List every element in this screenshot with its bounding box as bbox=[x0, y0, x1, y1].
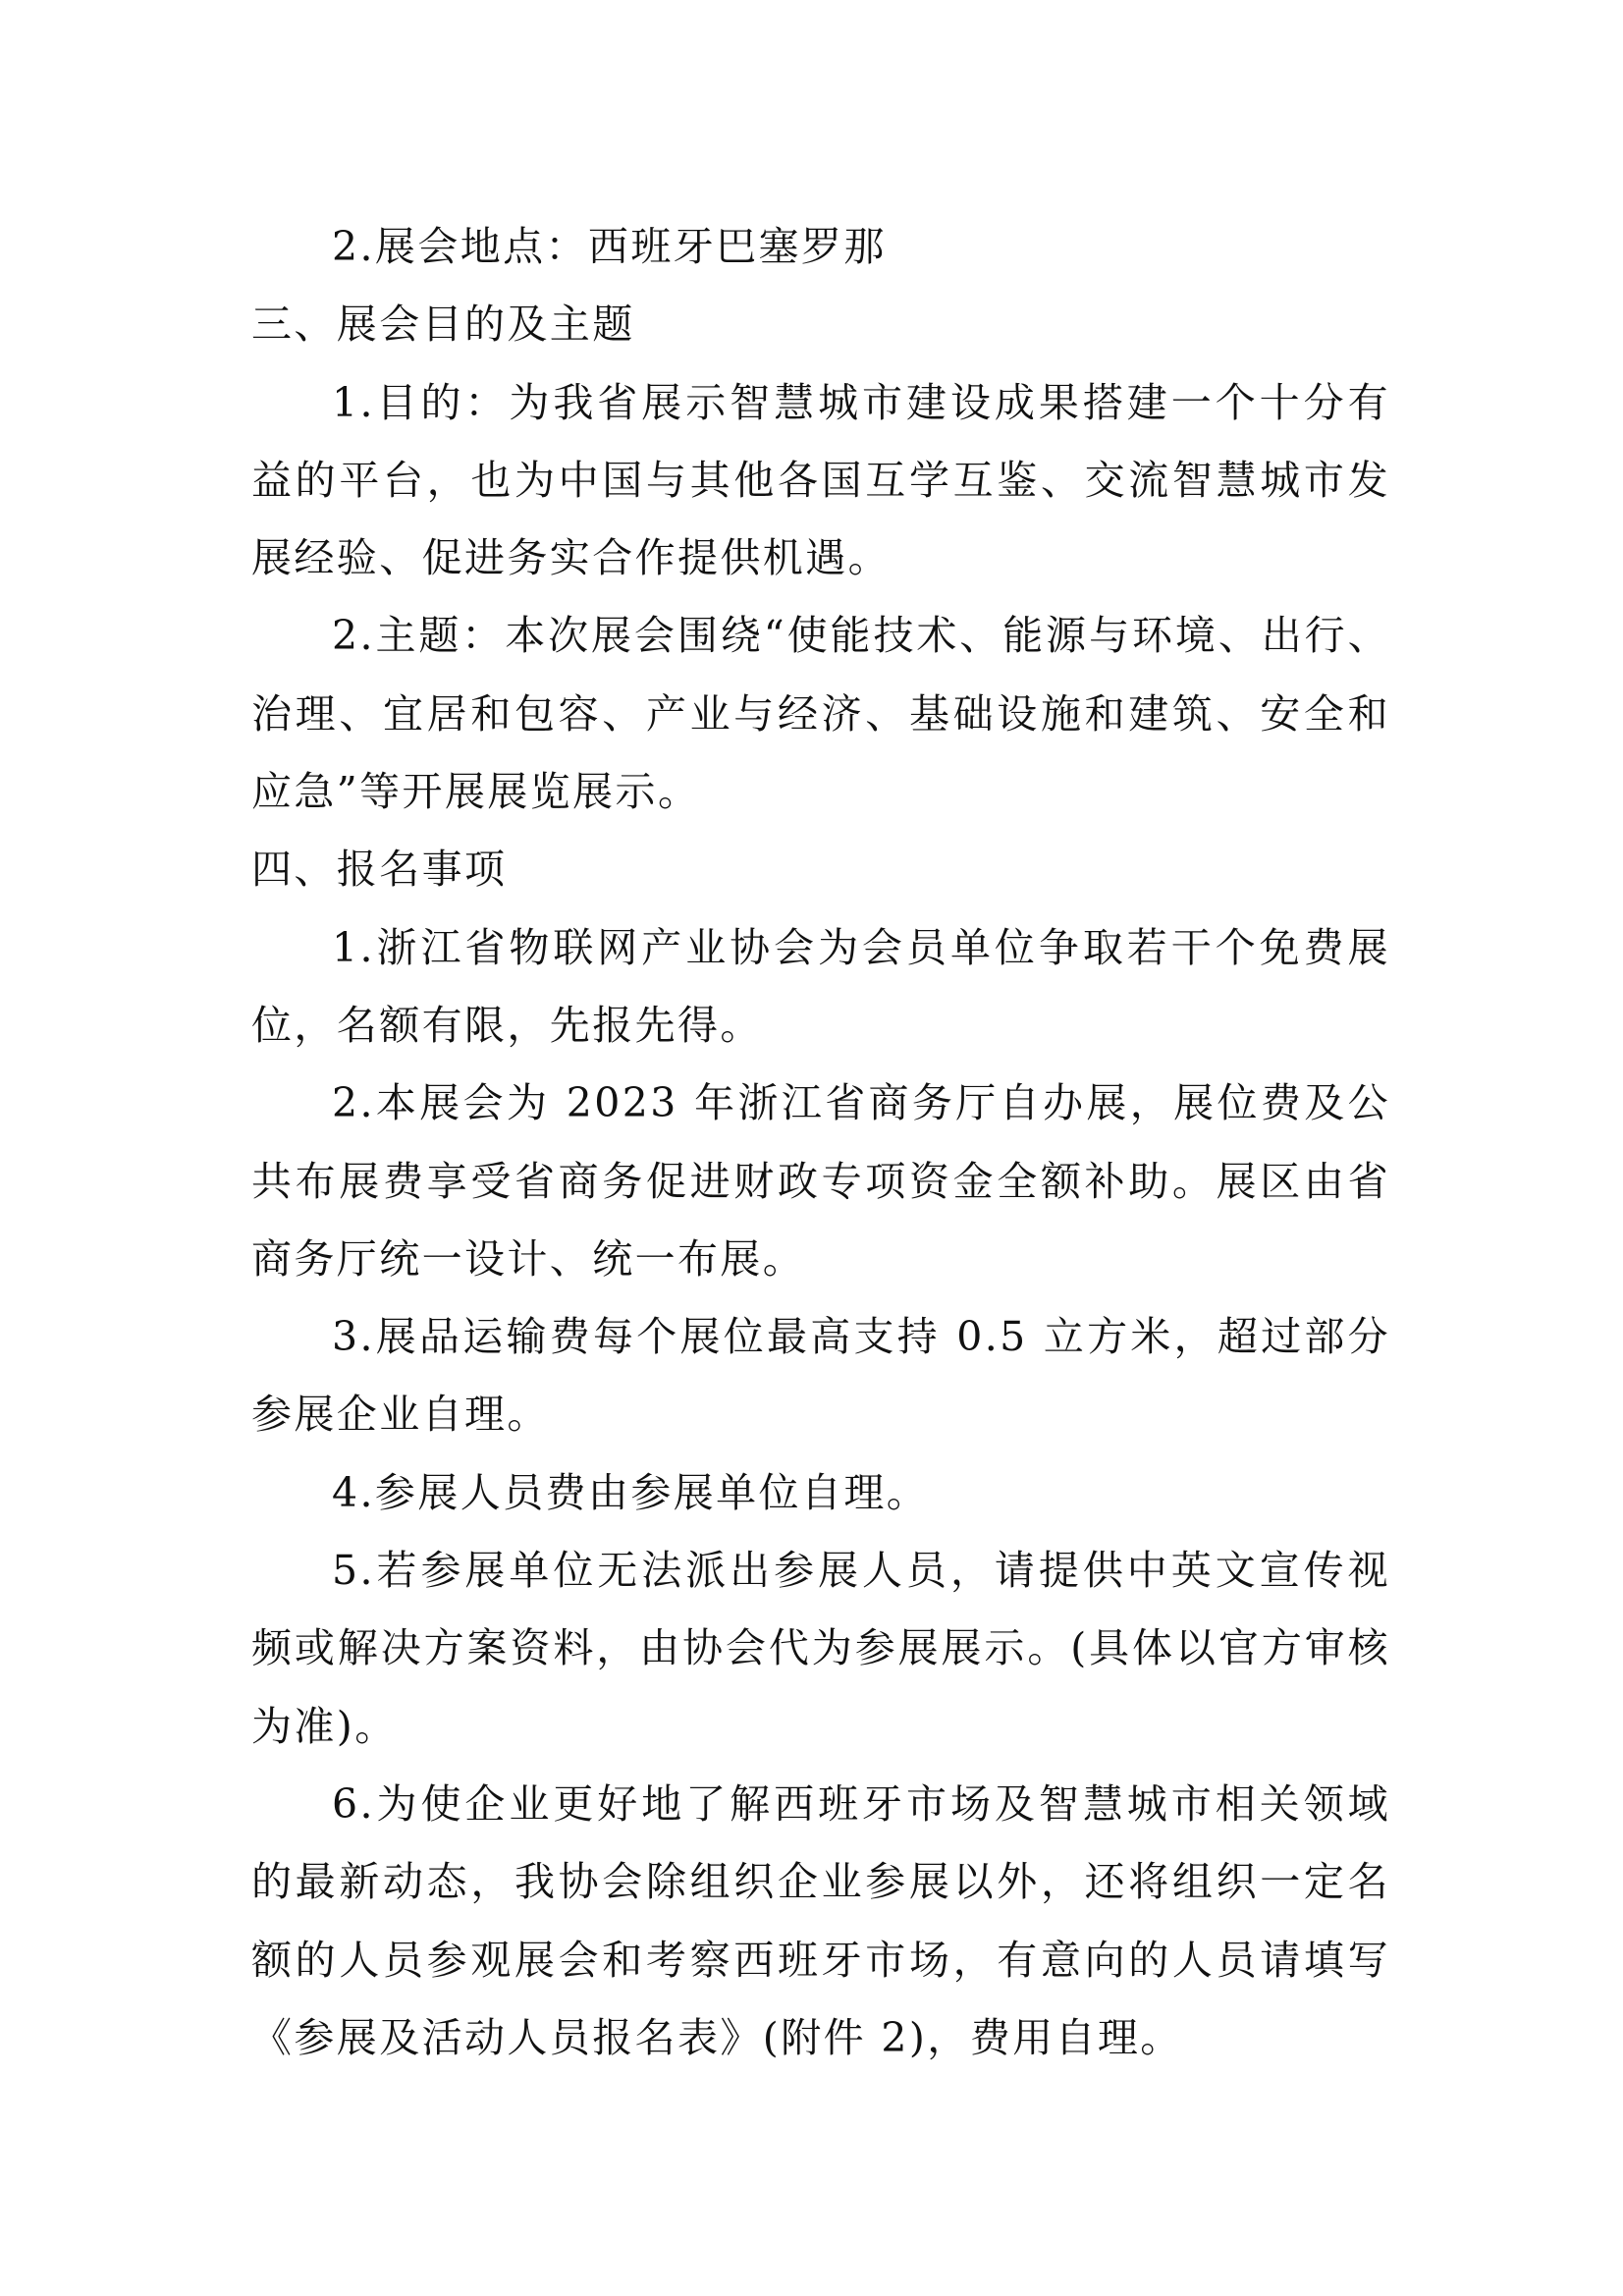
registration-item-1: 1.浙江省物联网产业协会为会员单位争取若干个免费展位，名额有限，先报先得。 bbox=[251, 923, 1390, 1049]
registration-item-2: 2.本展会为 2023 年浙江省商务厅自办展，展位费及公共布展费享受省商务促进财政专项资金全额补助。展区由省商务厅统一设计、统一布展。 bbox=[251, 1079, 1390, 1283]
section-heading-registration: 四、报名事项 bbox=[251, 846, 508, 894]
document-body bbox=[251, 208, 1390, 2077]
theme-paragraph: 2.主题：本次展会围绕“使能技术、能源与环境、出行、治理、宜居和包容、产业与经济、基础设施和建筑、安全和应急”等开展展览展示。 bbox=[251, 612, 1390, 816]
venue-paragraph: 2.展会地点：西班牙巴塞罗那 bbox=[332, 223, 887, 270]
registration-item-4: 4.参展人员费由参展单位自理。 bbox=[332, 1468, 930, 1516]
purpose-paragraph: 1.目的：为我省展示智慧城市建设成果搭建一个十分有益的平台，也为中国与其他各国互学互鉴、交流智慧城市发展经验、促进务实合作提供机遇。 bbox=[251, 378, 1390, 582]
section-heading-purpose-theme: 三、展会目的及主题 bbox=[251, 301, 635, 349]
registration-item-6: 6.为使企业更好地了解西班牙市场及智慧城市相关领域的最新动态，我协会除组织企业参展以外，还将组织一定名额的人员参观展会和考察西班牙市场，有意向的人员请填写《参展及活动人员报名表》(附件 2)，费用自理。 bbox=[251, 1779, 1390, 2061]
registration-item-3: 3.展品运输费每个展位最高支持 0.5 立方米，超过部分参展企业自理。 bbox=[251, 1313, 1390, 1439]
registration-item-5: 5.若参展单位无法派出参展人员，请提供中英文宣传视频或解决方案资料，由协会代为参展展示。(具体以官方审核为准)。 bbox=[251, 1547, 1390, 1750]
